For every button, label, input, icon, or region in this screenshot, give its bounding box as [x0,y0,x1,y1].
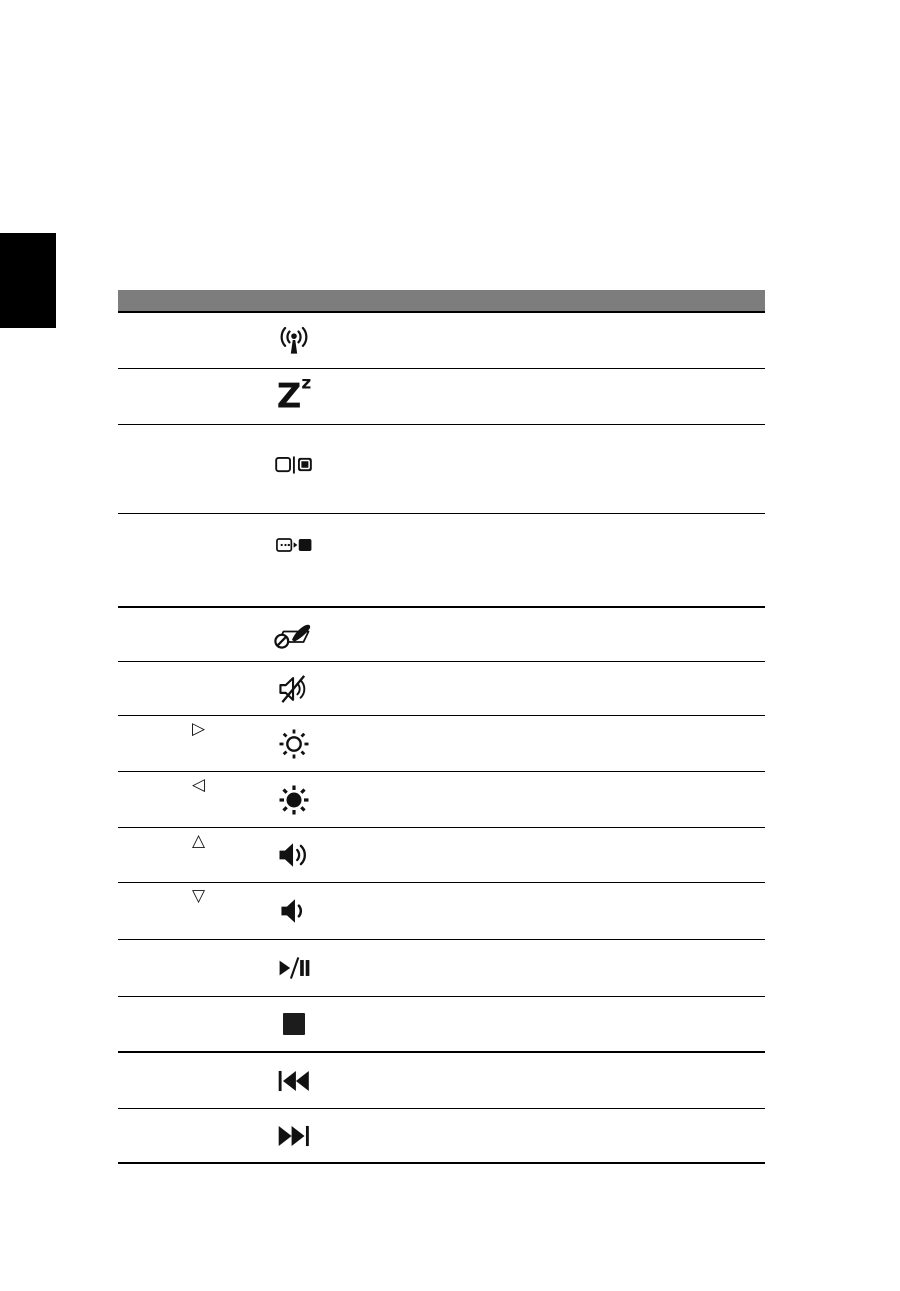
display-toggle-icon [275,456,313,474]
sleep-z-small: z [301,373,312,394]
hotkey-row-brightness-down [118,772,765,828]
page-edge-language-tab [0,233,56,328]
speaker-mute-icon [278,673,311,704]
volume-up-icon [278,841,310,870]
hotkey-row-play-pause [118,940,765,997]
hotkey-row-communication [118,313,765,369]
screen-blank-icon [276,536,313,554]
previous-track-icon [277,1070,311,1092]
hotkey-row-screen-blank [118,514,765,608]
hotkey-table-rows [118,313,765,1164]
brightness-up-icon [279,728,310,759]
sleep-z-large: Z [276,376,301,417]
hotkey-row-speaker-toggle [118,662,765,716]
hotkey-row-volume-up [118,828,765,883]
touchpad-toggle-icon [273,621,315,649]
wireless-signal-icon [277,326,312,355]
hotkey-row-sleep [118,369,765,425]
hotkey-row-display-toggle [118,425,765,514]
left-arrow-key-icon: ◁ [192,775,206,795]
play-pause-icon [278,956,311,980]
volume-down-icon [280,897,308,926]
hotkey-row-volume-down [118,883,765,940]
hotkey-row-touchpad-toggle [118,608,765,662]
sleep-icon [276,373,312,417]
right-arrow-key-icon: ▷ [192,719,206,739]
table-header-bar [118,290,765,313]
brightness-down-icon [279,784,310,815]
down-arrow-key-icon: ▽ [192,886,206,906]
up-arrow-key-icon: △ [192,831,206,851]
hotkey-row-previous-track [118,1053,765,1109]
hotkey-row-next-track [118,1109,765,1164]
stop-icon [283,1013,306,1036]
hotkey-row-brightness-up [118,716,765,772]
hotkey-row-stop [118,997,765,1053]
next-track-icon [277,1125,311,1147]
hotkey-table [118,290,765,1164]
